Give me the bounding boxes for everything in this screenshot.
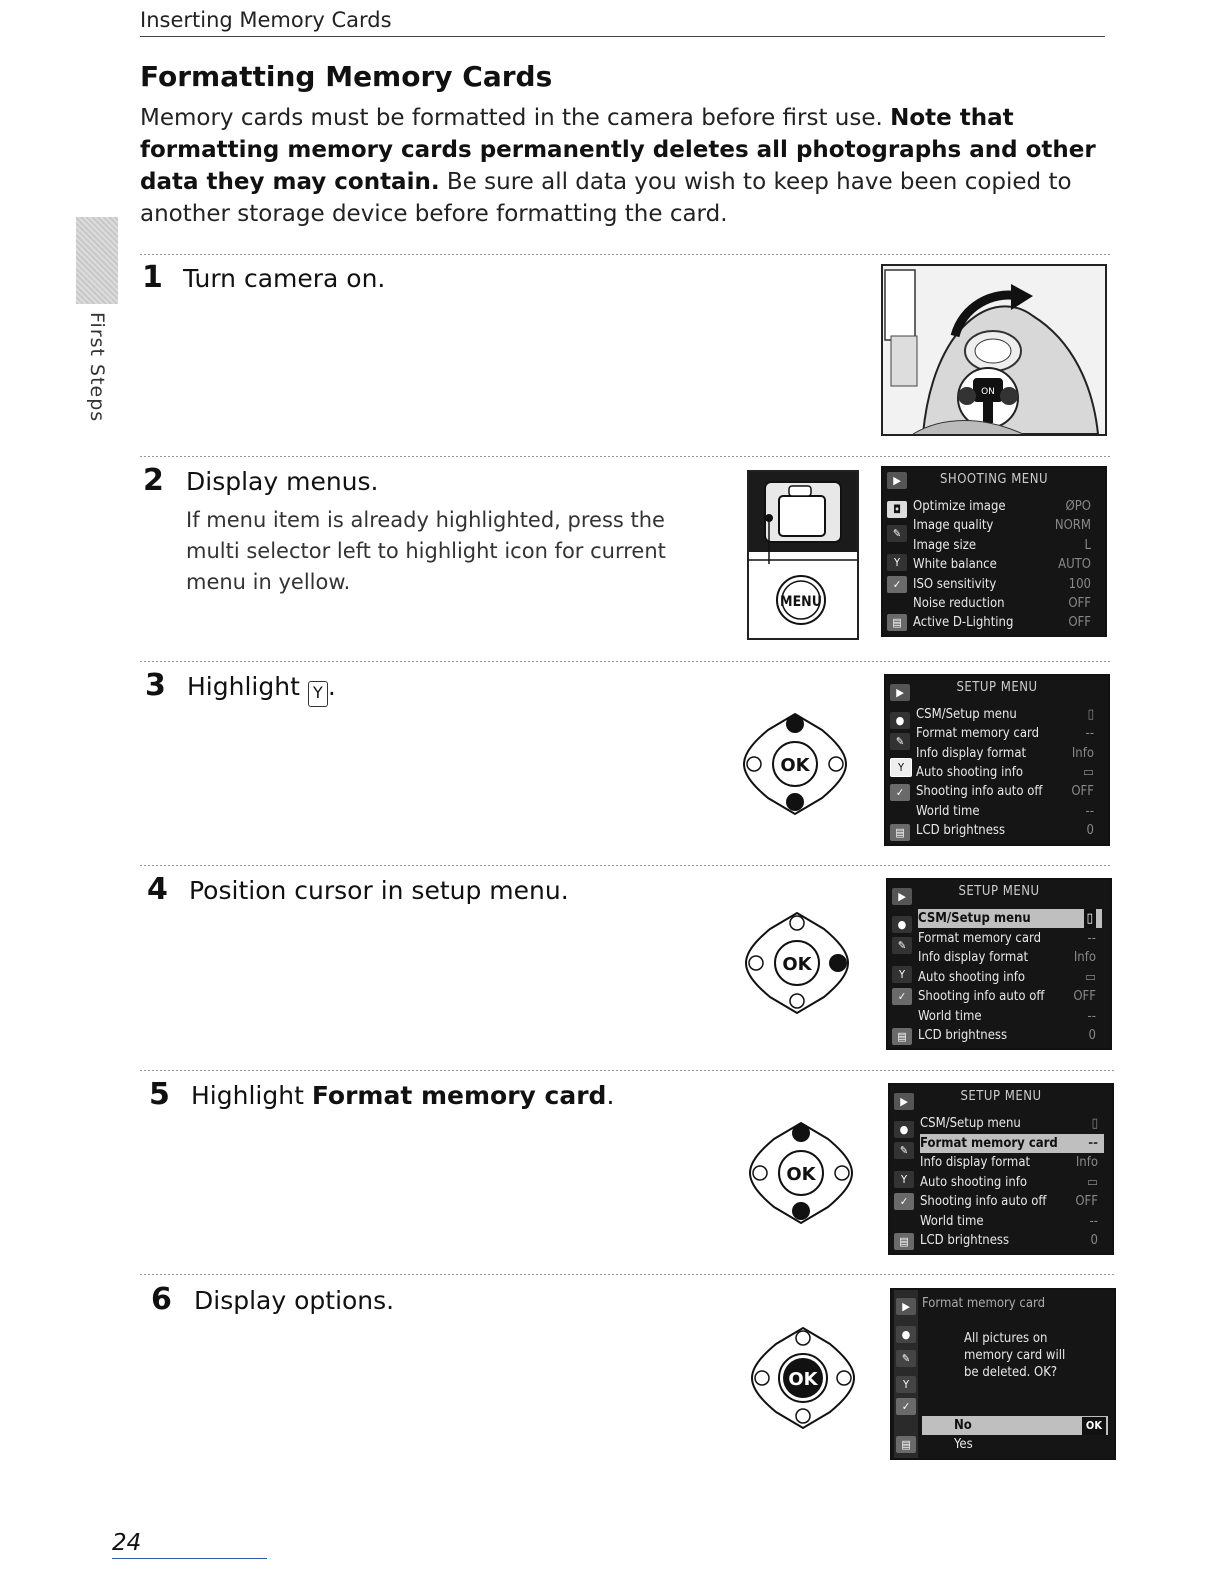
side-tab-marker — [76, 217, 118, 304]
pencil-icon: ✎ — [896, 1350, 916, 1367]
side-tab-label: First Steps — [86, 312, 108, 423]
menu-item[interactable]: Image size L — [913, 538, 1091, 553]
step-5-text: Highlight Format memory card. — [191, 1081, 615, 1110]
playback-icon: ▶ — [896, 1298, 916, 1315]
camera-icon: ● — [890, 712, 910, 729]
intro-text-1: Memory cards must be formatted in the camera before first use. — [140, 105, 891, 131]
menu-item[interactable]: LCD brightness 0 — [916, 823, 1094, 838]
multi-selector-up-down[interactable] — [742, 712, 848, 820]
ok-label: OK — [780, 755, 810, 776]
wrench-icon: Y — [896, 1376, 916, 1393]
setup-menu-title: SETUP MENU — [956, 680, 1038, 695]
playback-icon: ▶ — [890, 684, 910, 701]
step-2-description: If menu item is already highlighted, press the multi selector left to highlight icon for current menu in yellow. — [186, 508, 666, 594]
camera-icon: ● — [892, 916, 912, 933]
playback-icon: ▶ — [892, 888, 912, 905]
step-divider — [140, 661, 1110, 662]
retouch-icon: ✓ — [892, 988, 912, 1005]
step-divider — [140, 456, 1110, 457]
playback-icon: ▶ — [894, 1093, 914, 1110]
menu-item[interactable]: Shooting info auto off OFF — [920, 1194, 1098, 1209]
retouch-icon: ✓ — [896, 1398, 916, 1415]
step-divider — [140, 865, 1110, 866]
option-no[interactable]: No OK — [922, 1416, 1108, 1435]
menu-item[interactable]: Active D-Lighting OFF — [913, 615, 1091, 630]
step-6-number: 6 — [151, 1282, 172, 1317]
menu-item[interactable]: Image quality NORM — [913, 518, 1091, 533]
format-dialog-message: All pictures on memory card will be deleted. OK? — [964, 1331, 1066, 1380]
format-confirm-screen — [890, 1288, 1116, 1460]
retouch-icon: ✓ — [887, 576, 907, 593]
retouch-icon: ✓ — [890, 784, 910, 801]
camera-icon: ◘ — [887, 501, 907, 518]
menu-item[interactable]: CSM/Setup menu ▯ — [920, 1116, 1098, 1131]
pencil-icon: ✎ — [890, 733, 910, 750]
recent-icon: ▤ — [887, 614, 907, 631]
multi-selector-right[interactable] — [744, 911, 850, 1019]
menu-item[interactable]: Format memory card -- — [918, 931, 1096, 946]
step-5-number: 5 — [149, 1077, 170, 1112]
setup-menu-screen-step4 — [886, 878, 1112, 1050]
step-2-number: 2 — [143, 463, 164, 498]
step-6-text: Display options. — [194, 1286, 395, 1315]
menu-item[interactable]: White balance AUTO — [913, 557, 1091, 572]
header-rule — [140, 36, 1105, 37]
wrench-icon: Y — [894, 1171, 914, 1188]
ok-label: OK — [788, 1369, 818, 1390]
ok-label: OK — [786, 1164, 816, 1185]
recent-icon: ▤ — [890, 824, 910, 841]
on-label: ON — [981, 387, 995, 397]
shooting-menu-screen — [881, 466, 1107, 637]
menu-item[interactable]: Auto shooting info ▭ — [920, 1175, 1098, 1190]
retouch-icon: ✓ — [894, 1193, 914, 1210]
recent-icon: ▤ — [894, 1233, 914, 1250]
step-divider — [140, 1274, 1115, 1275]
menu-item[interactable]: Info display format Info — [918, 950, 1096, 965]
page-number-rule — [112, 1558, 267, 1559]
recent-icon: ▤ — [896, 1436, 916, 1453]
recent-icon: ▤ — [892, 1028, 912, 1045]
step-divider — [140, 1070, 1115, 1071]
multi-selector-up-down[interactable] — [748, 1121, 854, 1229]
running-header: Inserting Memory Cards — [140, 8, 392, 32]
setup-menu-screen-step5 — [888, 1083, 1114, 1255]
camera-icon: ● — [896, 1326, 916, 1343]
menu-item[interactable]: ISO sensitivity 100 — [913, 577, 1091, 592]
shooting-menu-title: SHOOTING MENU — [939, 472, 1049, 487]
format-dialog-title: Format memory card — [922, 1296, 1046, 1311]
pencil-icon: ✎ — [894, 1142, 914, 1159]
menu-item[interactable]: LCD brightness 0 — [918, 1028, 1096, 1043]
step-1-text: Turn camera on. — [183, 264, 386, 293]
menu-item[interactable]: Noise reduction OFF — [913, 596, 1091, 611]
menu-item[interactable]: Format memory card -- — [916, 726, 1094, 741]
camera-icon: ● — [894, 1121, 914, 1138]
playback-icon: ▶ — [887, 472, 907, 489]
menu-item[interactable]: Shooting info auto off OFF — [916, 784, 1094, 799]
menu-button-illustration — [747, 470, 859, 640]
wrench-icon: Y — [308, 681, 328, 707]
wrench-icon: Y — [887, 554, 907, 571]
ok-badge: OK — [1082, 1417, 1106, 1435]
pencil-icon: ✎ — [892, 937, 912, 954]
menu-item[interactable]: Auto shooting info ▭ — [918, 970, 1096, 985]
intro-warning: Note that formatting memory cards permanently deletes all photographs and other data they may contain. — [140, 105, 1096, 195]
menu-item-selected[interactable]: CSM/Setup menu ▯ — [918, 909, 1102, 928]
menu-item[interactable]: Shooting info auto off OFF — [918, 989, 1096, 1004]
section-title: Formatting Memory Cards — [140, 60, 553, 93]
step-divider — [140, 254, 1110, 255]
step-3-text: Highlight Y . — [187, 672, 336, 707]
multi-selector-ok[interactable] — [750, 1326, 856, 1434]
ok-label: OK — [782, 954, 812, 975]
menu-item[interactable]: Info display format Info — [920, 1155, 1098, 1170]
menu-item[interactable]: Info display format Info — [916, 746, 1094, 761]
pencil-icon: ✎ — [887, 525, 907, 542]
camera-power-switch-illustration — [881, 264, 1107, 436]
step-1-number: 1 — [142, 260, 163, 295]
wrench-icon: Y — [890, 758, 912, 777]
menu-item[interactable]: Optimize image ØPO — [913, 499, 1091, 514]
setup-menu-title: SETUP MENU — [958, 884, 1040, 899]
step-4-number: 4 — [147, 872, 168, 907]
option-yes[interactable]: Yes — [954, 1437, 973, 1452]
setup-menu-title: SETUP MENU — [960, 1089, 1042, 1104]
menu-item[interactable]: CSM/Setup menu ▯ — [916, 707, 1094, 722]
step-3-number: 3 — [145, 668, 166, 703]
page-number: 24 — [112, 1530, 142, 1556]
setup-menu-screen-step3 — [884, 674, 1110, 846]
menu-item[interactable]: LCD brightness 0 — [920, 1233, 1098, 1248]
wrench-icon: Y — [892, 966, 912, 983]
menu-item[interactable]: World time -- — [920, 1214, 1098, 1229]
menu-item-selected[interactable]: Format memory card -- — [920, 1134, 1104, 1153]
menu-item[interactable]: World time -- — [918, 1009, 1096, 1024]
step-2-text: Display menus. — [186, 467, 379, 496]
intro-text-2: Be sure all data you wish to keep have been copied to another storage device before formatting the card. — [140, 169, 1072, 227]
step-4-text: Position cursor in setup menu. — [189, 876, 569, 905]
menu-item[interactable]: Auto shooting info ▭ — [916, 765, 1094, 780]
menu-item[interactable]: World time -- — [916, 804, 1094, 819]
menu-label: MENU — [780, 594, 822, 610]
intro-paragraph — [140, 102, 1115, 230]
